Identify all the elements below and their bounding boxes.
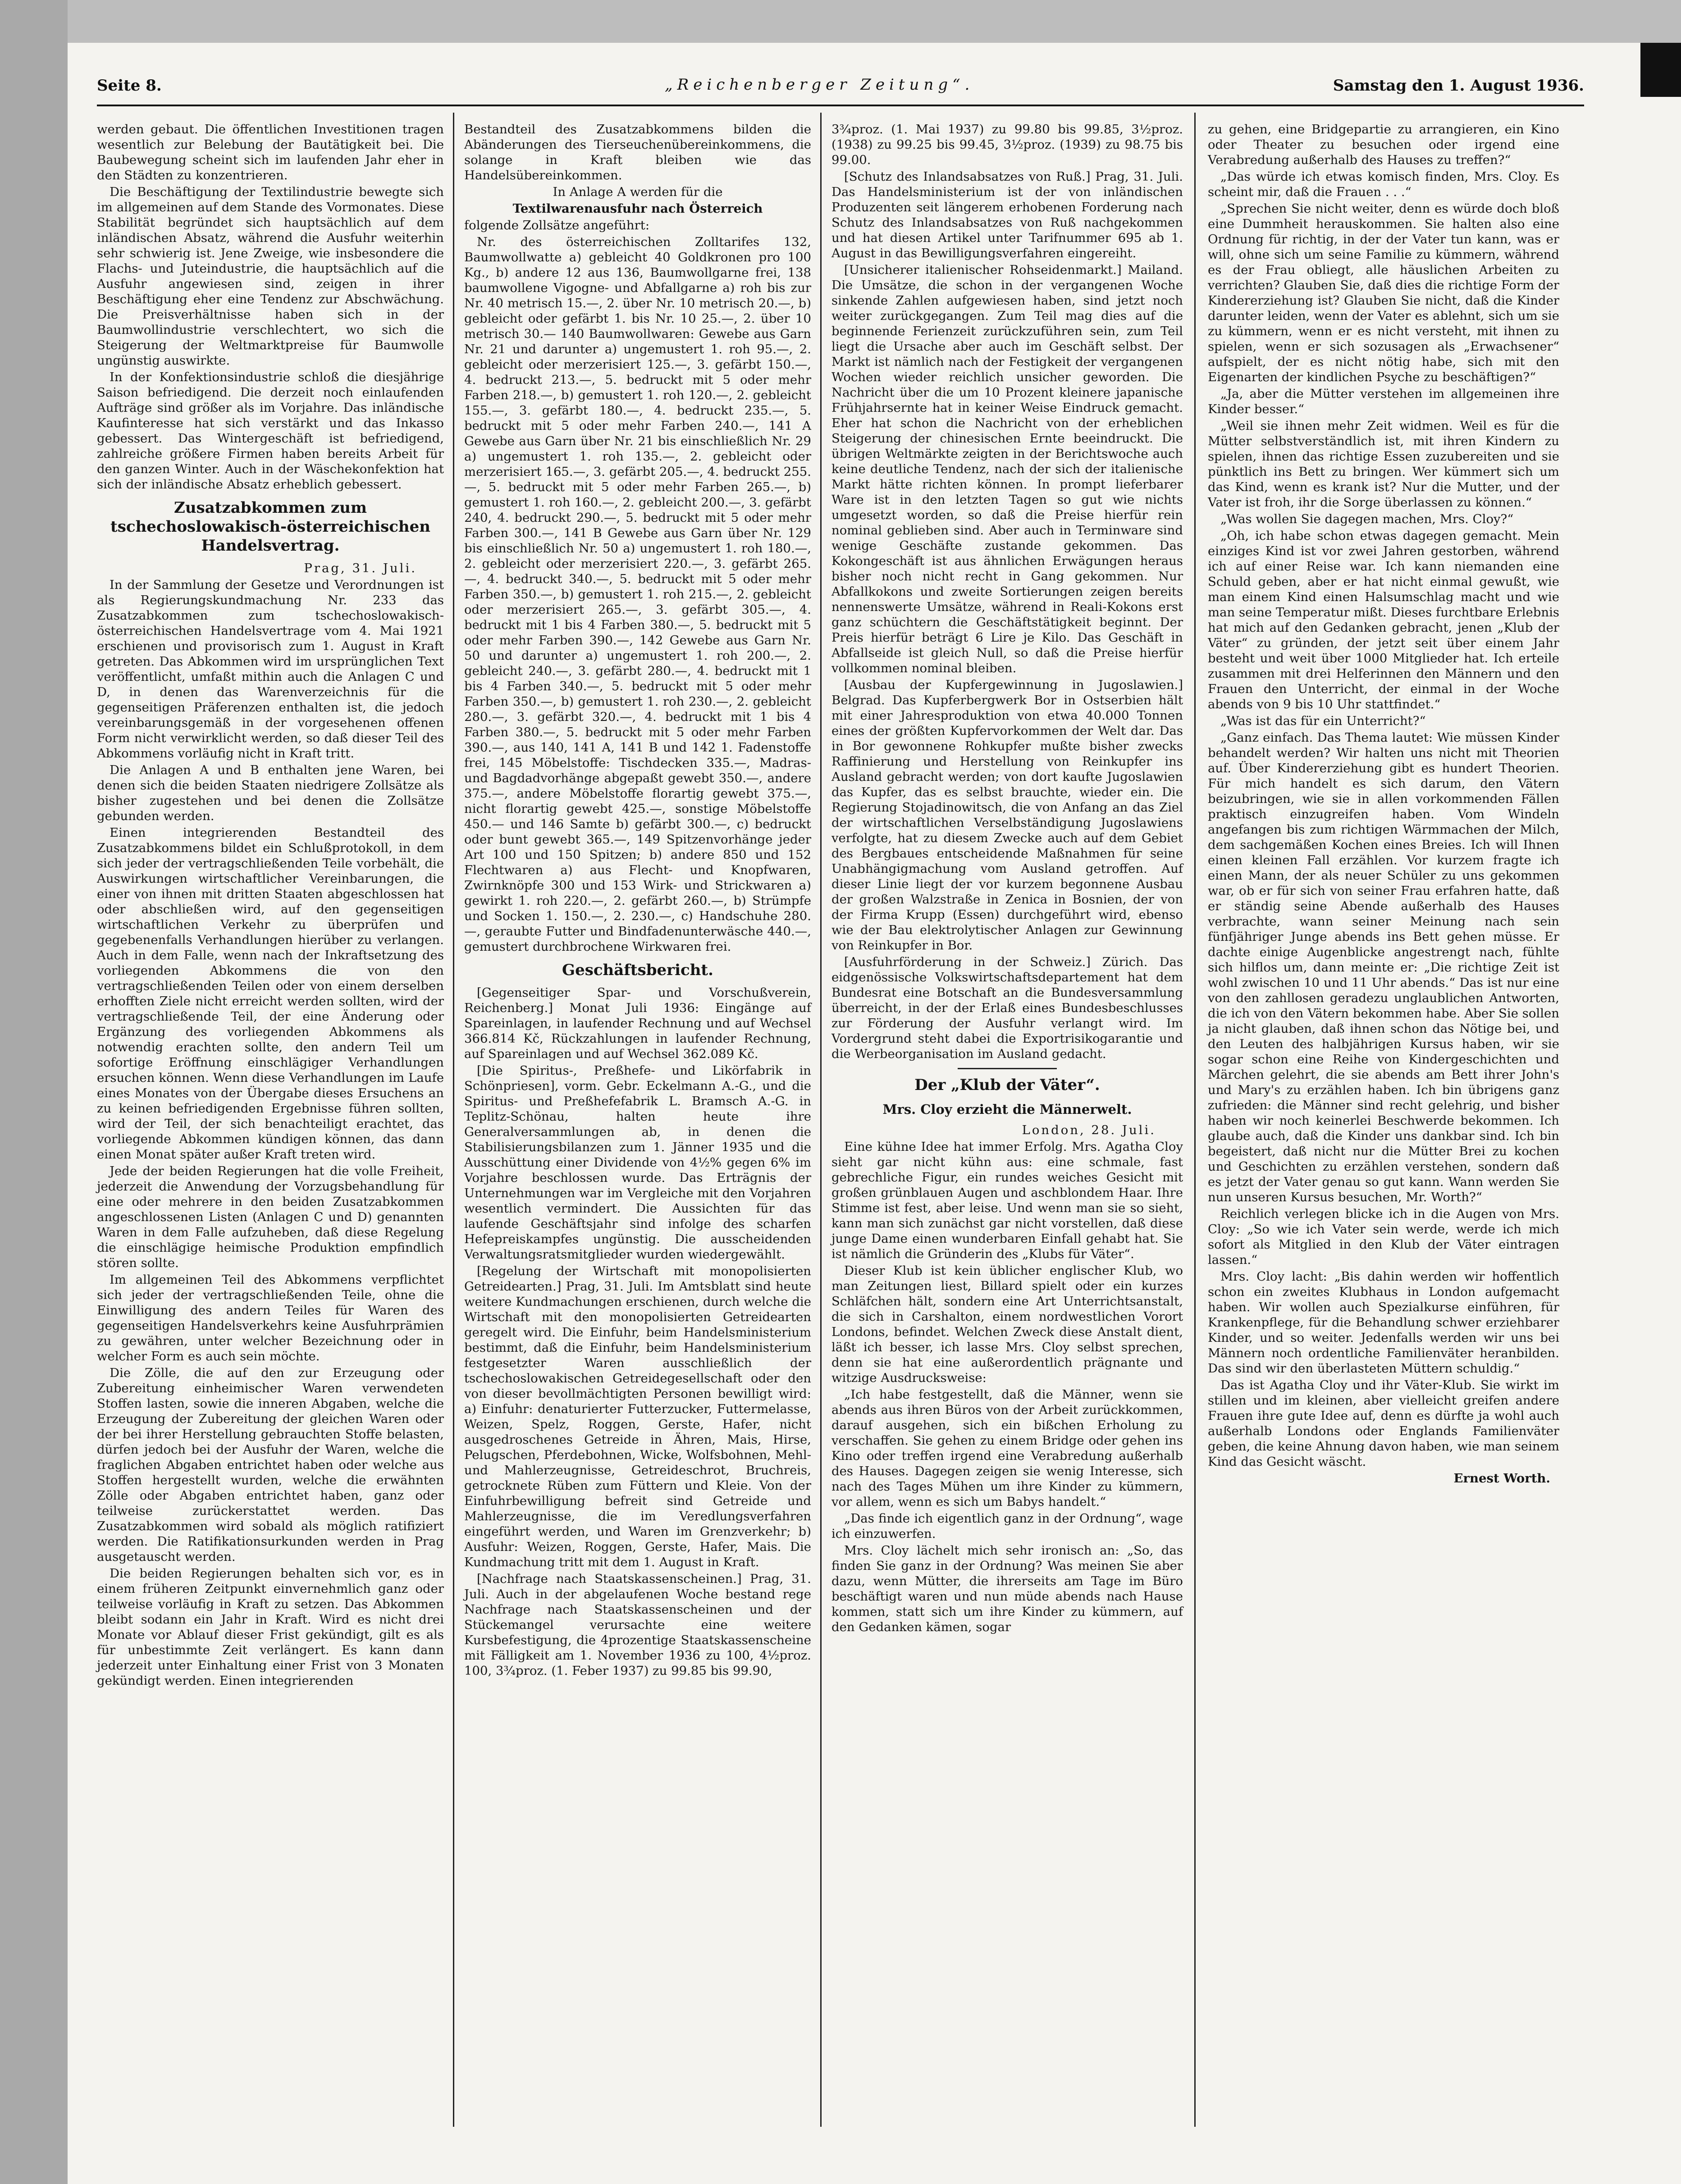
article-subheading: Mrs. Cloy erzieht die Männerwelt.: [882, 1102, 1132, 1117]
column-divider: [453, 113, 454, 2127]
section-divider: [958, 1068, 1057, 1069]
paragraph: „Was ist das für ein Unterricht?“: [1220, 714, 1426, 728]
paragraph: „Ich habe festgestellt, daß die Männer, wenn sie abends aus ihren Büros von der Arbeit zurückkommen, darauf ausgehen, sich ein bißchen Erholung zu verschaffen. Sie gehen zu einem Bridge oder gehen ins Kino oder treffen irgend eine Verabredung außerhalb des Hauses. Dagegen zeigen sie wenig Interesse, sich nach des Tages Mühen um ihre Kinder zu kümmern, vor allem, wenn es sich um Babys handelt.“: [831, 1387, 1183, 1509]
paragraph: [Ausbau der Kupfergewinnung in Jugoslawien.] Belgrad. Das Kupferbergwerk Bor in Ostserbien hält mit einer Jahresproduktion von etwa 40.000 Tonnen eines der größten Kupfervorkommen der Welt dar. Das in Bor gewonnene Rohkupfer mußte bisher zwecks Raffinierung und Herstellung von Reinkupfer ins Ausland gebracht werden; von dort kaufte Jugoslawien das Kupfer, das es selbst brauchte, wieder ein. Die Regierung Stojadinowitsch, die von Anfang an das Ziel der wirtschaftlichen Verselbständigung Jugoslawiens verfolgte, hat zu diesem Zwecke auch auf dem Gebiet des Bergbaues entscheidende Maßnahmen für seine Unabhängigmachung vom Ausland getroffen. Auf dieser Linie liegt der vor kurzem begonnene Ausbau der großen Walzstraße in Zenica in Bosnien, der von der Firma Krupp (Essen) durchgeführt wird, ebenso wie der Bau elektrolytischer Anlagen zur Gewinnung von Reinkupfer in Bor.: [831, 678, 1183, 953]
paragraph: Bestandteil des Zusatzabkommens bilden die Abänderungen des Tierseuchenübereinkommens, die solange in Kraft bleiben wie das Handelsübereinkommen.: [464, 122, 811, 182]
column-1: [97, 122, 444, 1690]
paragraph: Mrs. Cloy lächelt mich sehr ironisch an: „So, das finden Sie ganz in der Ordnung? Was meinen Sie aber dazu, wenn Mütter, die ihrerseits am Tage im Büro beschäftigt waren und nun müde abends nach Hause kommen, statt sich um ihre Kinder zu kümmern, auf den Gedanken kämen, sogar: [831, 1543, 1183, 1634]
dateline: Prag, 31. Juli.: [304, 561, 417, 575]
paragraph: „Was wollen Sie dagegen machen, Mrs. Cloy?“: [1220, 512, 1514, 526]
paragraph: Dieser Klub ist kein üblicher englischer Klub, wo man Zeitungen liest, Billard spielt oder ein kurzes Schläfchen hält, sondern eine Art Unterrichtsanstalt, die sich in Carshalton, einem nordwestlichen Vorort Londons, befindet. Welchen Zweck diese Anstalt dient, läßt ich besser, ich lasse Mrs. Cloy selbst sprechen, denn sie hat eine außerordentlich prägnante und witzige Ausdrucksweise:: [831, 1263, 1183, 1385]
paragraph: In Anlage A werden für die: [553, 185, 723, 199]
paragraph: „Weil sie ihnen mehr Zeit widmen. Weil es für die Mütter selbstverständlich ist, mit ihren Kindern zu spielen, ihnen das richtige Essen zuzubereiten und sie pünktlich ins Bett zu bringen. Wer kümmert sich um das Kind, wenn es krank ist? Nur die Mutter, und der Vater ist froh, ihr die Sorge überlassen zu können.“: [1208, 419, 1559, 510]
paragraph: Die Anlagen A und B enthalten jene Waren, bei denen sich die beiden Staaten niedrigere Zollsätze als bisher zugestehen und bei denen die Zollsätze gebunden werden.: [97, 763, 444, 823]
subheading: Textilwarenausfuhr nach Österreich: [512, 201, 763, 216]
paragraph: [Schutz des Inlandsabsatzes von Ruß.] Prag, 31. Juli. Das Handelsministerium ist der von inländischen Produzenten seit längerem erhobenen Forderung nach Schutz des Inlandsabsatzes von Ruß nachgekommen und hat diesen Artikel unter Tarifnummer 695 ab 1. August in das Bewilligungsverfahren eingereiht.: [831, 169, 1183, 260]
paragraph: folgende Zollsätze angeführt:: [464, 218, 650, 233]
paragraph: [Unsicherer italienischer Rohseidenmarkt.] Mailand. Die Umsätze, die schon in der vergangenen Woche sinkende Zahlen aufgewiesen haben, sind jetzt noch weiter zurückgegangen. Zum Teil mag dies auf die beginnende Ferienzeit zurückzuführen sein, zum Teil liegt die Ursache aber auch im Geschäft selbst. Der Markt ist nämlich nach der Festigkeit der vergangenen Wochen wieder reichlich unsicher geworden. Die Nachricht über die um 10 Prozent kleinere japanische Frühjahrsernte hat in keiner Weise Eindruck gemacht. Eher hat schon die Nachricht von der erheblichen Steigerung der chinesischen Ernte beeindruckt. Die übrigen Weltmärkte zeigten in der Berichtswoche auch keine deutliche Tendenz, nach der sich der italienische Markt hätte richten können. In prompt lieferbarer Ware ist in den letzten Tagen so gut wie nichts umgesetzt worden, so daß die Preise hierfür rein nominal geblieben sind. Aber auch in Terminware sind wenige Geschäfte zustande gekommen. Das Kokongeschäft ist aus ähnlichen Erwägungen heraus bisher noch nicht recht in Gang gekommen. Nur Abfallkokons und zweite Sortierungen zeigen bereits nennenswerte Umsätze, während in Reali-Kokons erst ganz schüchtern die Geschäftstätigkeit beginnt. Der Preis hierfür beträgt 6 Lire je Kilo. Das Geschäft in Abfallseide ist gleich Null, so daß die Preise hierfür vollkommen nominal bleiben.: [831, 263, 1183, 675]
article-heading-klub-der-vaeter: Der „Klub der Väter“.: [914, 1076, 1100, 1094]
column-divider: [1194, 113, 1196, 2127]
page-header: [97, 72, 1584, 104]
article-heading-zusatzabkommen: Zusatzabkommen zum tschechoslowakisch-österreichischen Handelsvertrag.: [110, 499, 430, 555]
paragraph: Einen integrierenden Bestandteil des Zusatzabkommens bildet ein Schlußprotokoll, in dem sich jeder der vertragschließenden Teile vorbehält, die Auswirkungen wirtschaftlicher Vereinbarungen, die einer von ihnen mit dritten Staaten abgeschlossen hat oder abschließen wird, auf den gegenseitigen wirtschaftlichen Verkehr zu überprüfen und gegebenenfalls Verhandlungen hierüber zu verlangen. Auch in dem Falle, wenn nach der Inkraftsetzung des vorliegenden Abkommens die von den vertragschließenden Teilen oder von einem derselben erhofften Ziele nicht erreicht werden sollten, wird der vertragschließende Teil, der eine Änderung oder Ergänzung des vorliegenden Abkommens als notwendig erachten sollte, den andern Teil um sofortige Eröffnung einschlägiger Verhandlungen ersuchen können. Wenn diese Verhandlungen im Laufe eines Monates von der Übergabe dieses Ersuchens an zu keinen befriedigenden Ergebnisse führen sollten, wird der Teil, der sich benachteiligt erachtet, das vorliegende Abkommen kündigen können, das dann einen Monat später außer Kraft treten wird.: [97, 825, 444, 1162]
paragraph: Mrs. Cloy lacht: „Bis dahin werden wir hoffentlich schon ein zweites Klubhaus in London aufgemacht haben. Wir wollen auch Spezialkurse einführen, für Krankenpflege, für die Behandlung schwer erziehbarer Kinder, und so weiter. Jedenfalls werden wir uns bei Männern noch ordentliche Familienväter heranbilden. Das sind wir den überlasteten Müttern schuldig.“: [1208, 1269, 1559, 1376]
paragraph: „Das finde ich eigentlich ganz in der Ordnung“, wage ich einzuwerfen.: [831, 1511, 1183, 1541]
paragraph: In der Sammlung der Gesetze und Verordnungen ist als Regierungskundmachung Nr. 233 das Zusatzabkommen zum tschechoslowakisch-österreichischen Handelsvertrage vom 4. Mai 1921 erschienen und provisorisch zum 1. August in Kraft getreten. Das Abkommen wird im ursprünglichen Text veröffentlicht, umfaßt mithin auch die Anlagen C und D, in denen das Warenverzeichnis für die gegenseitigen Präferenzen enthalten ist, die jedoch vereinbarungsgemäß in der vorgesehenen offenen Form nicht verwirklicht werden, so daß dieser Teil des Abkommens vorläufig nicht in Kraft tritt.: [97, 578, 444, 761]
scan-border-top: [68, 0, 1681, 43]
paragraph: In der Konfektionsindustrie schloß die diesjährige Saison befriedigend. Die derzeit noch einlaufenden Aufträge sind größer als im Vorjahre. Das inländische Kaufinteresse hat sich verstärkt und das Inkasso gebessert. Das Wintergeschäft ist befriedigend, zahlreiche größere Firmen haben bereits Arbeit für den ganzen Winter. Auch in der Wäschekonfektion hat sich der inländische Absatz erheblich gebessert.: [97, 370, 444, 492]
column-4: [1208, 122, 1559, 1487]
header-rule: [97, 105, 1584, 106]
paragraph: 3¾proz. (1. Mai 1937) zu 99.80 bis 99.85, 3½proz. (1938) zu 99.25 bis 99.45, 3½proz. (1939) zu 98.75 bis 99.00.: [831, 122, 1183, 167]
article-heading-geschaeftsbericht: Geschäftsbericht.: [562, 961, 713, 979]
paragraph: „Das würde ich etwas komisch finden, Mrs. Cloy. Es scheint mir, daß die Frauen . . .“: [1208, 169, 1559, 199]
column-divider: [820, 113, 822, 2127]
author-byline: Ernest Worth.: [1453, 1471, 1550, 1486]
paragraph: Die Beschäftigung der Textilindustrie bewegte sich im allgemeinen auf dem Stande des Vormonates. Diese Stabilität begründet sich hauptsächlich auf dem inländischen Absatz, während die Ausfuhr weiterhin sehr schwierig ist. Jene Zweige, wie insbesondere die Flachs- und Juteindustrie, die hauptsächlich auf die Ausfuhr angewiesen sind, zeigen in ihrer Beschäftigung eher eine Tendenz zur Abschwächung. Die Preisverhältnisse haben sich in der Baumwollindustrie verschlechtert, wo sich die Steigerung der Weltmarktpreise für Baumwolle ungünstig auswirkte.: [97, 185, 444, 368]
paragraph: „Ganz einfach. Das Thema lautet: Wie müssen Kinder behandelt werden? Wir halten uns nicht mit Theorien auf. Über Kindererziehung gibt es hundert Theorien. Für mich handelt es sich darum, den Vätern beizubringen, wie sie in allen vorkommenden Fällen praktisch einzugreifen haben. Vom Windeln angefangen bis zum richtigen Wärmmachen der Milch, dem sachgemäßen Kochen eines Breies. Ich will Ihnen einen kleinen Fall erzählen. Vor kurzem fragte ich einen Mann, der als neuer Schüler zu uns gekommen war, ob er für sich von seiner Frau erfahren hatte, daß er ständig seine Abende außerhalb des Hauses verbrachte, wann seiner Meinung nach sein fünfjähriger Junge abends ins Bett gehen müsse. Er dachte einige Augenblicke angestrengt nach, fühlte sich hilflos um, dann meinte er: „Die richtige Zeit ist wohl zwischen 10 und 11 Uhr abends.“ Das ist nur eine von den zahllosen geradezu unglaublichen Antworten, die ich von den Vätern bekommen habe. Aber Sie sollen ja nicht glauben, daß ihnen schon das Nötige bei, und den Leuten des halbjährigen Kursus haben, wir sie sogar schon eine Reihe von Kindergeschichten und Märchen gelehrt, die sie abends am Bett ihrer John's und Mary's zu erzählen haben. Ich bin übrigens ganz zufrieden: die Männer sind recht gelehrig, und bisher haben wir noch keinerlei Beschwerde bekommen. Ich glaube auch, daß die Kinder uns dankbar sind. Ich bin begeistert, daß nicht nur die Mütter Brei zu kochen und Geschichten zu erzählen verstehen, sondern daß es jetzt der Vater genau so gut kann. Wann werden Sie nun unseren Kursus besuchen, Mr. Worth?“: [1208, 730, 1559, 1204]
paragraph: [Gegenseitiger Spar- und Vorschußverein, Reichenberg.] Monat Juli 1936: Eingänge auf Spareinlagen, in laufender Rechnung und auf Wechsel 366.814 Kč, Rückzahlungen in laufender Rechnung, auf Spareinlagen und auf Wechsel 362.089 Kč.: [464, 985, 811, 1061]
paragraph: [Regelung der Wirtschaft mit monopolisierten Getreidearten.] Prag, 31. Juli. Im Amtsblatt sind heute weitere Kundmachungen erschienen, durch welche die Wirtschaft mit den monopolisierten Getreidearten geregelt wird. Die Einfuhr, beim Handelsministerium bestimmt, daß die Einfuhr, beim Handelsministerium festgesetzter Waren ausschließlich der tschechoslowakischen Getreidegesellschaft oder den von dieser bevollmächtigten Personen bewilligt wird: a) Einfuhr: denaturierter Futterzucker, Futtermelasse, Weizen, Spelz, Roggen, Gerste, Hafer, nicht ausgedroschenes Getreide in Ähren, Mais, Hirse, Pelugschen, Pferdebohnen, Wicke, Wolfsbohnen, Mehl- und Mahlerzeugnisse, Getreideschrot, Bruchreis, getrocknete Rüben zum Füttern und Kleie. Von der Einfuhrbewilligung befreit sind Getreide und Mahlerzeugnisse, die im Veredlungsverfahren eingeführt werden, und Waren im Grenzverkehr; b) Ausfuhr: Weizen, Roggen, Gerste, Hafer, Mais. Die Kundmachung tritt mit dem 1. August in Kraft.: [464, 1264, 811, 1569]
issue-date: Samstag den 1. August 1936.: [1333, 77, 1584, 95]
page-number: Seite 8.: [97, 77, 162, 95]
paragraph: Das ist Agatha Cloy und ihr Väter-Klub. Sie wirkt im stillen und im kleinen, aber vielleicht greifen andere Frauen ihre gute Idee auf, denn es dürfte ja wohl auch außerhalb Londons oder Englands Familienväter geben, die keine Ahnung davon haben, wie man seinem Kind das Gesicht wäscht.: [1208, 1378, 1559, 1469]
paragraph: [Nachfrage nach Staatskassenscheinen.] Prag, 31. Juli. Auch in der abgelaufenen Woche bestand rege Nachfrage nach Staatskassenscheinen und der Stückemangel verursachte eine weitere Kursbefestigung, die 4prozentige Staatskassenscheine mit Fälligkeit am 1. November 1936 zu 100, 4½proz. 100, 3¾proz. (1. Feber 1937) zu 99.85 bis 99.90,: [464, 1572, 811, 1678]
paragraph: „Ja, aber die Mütter verstehen im allgemeinen ihre Kinder besser.“: [1208, 387, 1559, 416]
scan-border-left: [0, 0, 68, 2184]
paragraph: [Ausfuhrförderung in der Schweiz.] Zürich. Das eidgenössische Volkswirtschaftsdepartement hat dem Bundesrat eine Botschaft an die Bundesversammlung überreicht, in der der Erlaß eines Bundesbeschlusses zur Förderung der Ausfuhr verlangt wird. Im Vordergrund steht dabei die Exportrisikogarantie und die Werbeorganisation im Ausland gedacht.: [831, 955, 1183, 1061]
paragraph: Die Zölle, die auf den zur Erzeugung oder Zubereitung einheimischer Waren verwendeten Stoffen lasten, sowie die inneren Abgaben, welche die Erzeugung der Zubereitung der gleichen Waren oder der bei ihrer Herstellung gebrauchten Stoffe belasten, dürfen jedoch bei der Ausfuhr der Waren, welche die fraglichen Abgaben entrichtet haben oder welche aus Stoffen hergestellt wurden, welche die erwähnten Zölle oder Abgaben entrichtet haben, ganz oder teilweise zurückerstattet werden. Das Zusatzabkommen wird sobald als möglich ratifiziert werden. Die Ratifikationsurkunden werden in Prag ausgetauscht werden.: [97, 1366, 444, 1564]
paragraph: [Die Spiritus-, Preßhefe- und Likörfabrik in Schönpriesen], vorm. Gebr. Eckelmann A.-G., und die Spiritus- und Preßhefefabrik L. Bramsch A.-G. in Teplitz-Schönau, halten heute ihre Generalversammlungen ab, in denen die Stabilisierungsbilanzen zum 1. Jänner 1935 und die Ausschüttung einer Dividende von 4½% gegen 6% im Vorjahre beschlossen wurde. Das Erträgnis der Unternehmungen war im Vergleiche mit den Vorjahren wesentlich vermindert. Die Aussichten für das laufende Geschäftsjahr sind infolge des scharfen Hefepreiskampfes ungünstig. Die ausscheidenden Verwaltungsratsmitglieder wurden wiedergewählt.: [464, 1063, 811, 1262]
paragraph: „Oh, ich habe schon etwas dagegen gemacht. Mein einziges Kind ist vor zwei Jahren gestorben, während ich auf einer Reise war. Ich kann niemanden eine Schuld geben, aber er hat nicht einmal gewußt, wie man einem Kind einen Halsumschlag macht und wie man seine Temperatur mißt. Dieses furchtbare Erlebnis hat mich auf den Gedanken gebracht, jenen „Klub der Väter“ zu gründen, der jetzt seit über einem Jahr besteht und weit über 1000 Mitglieder hat. Ich erteile zusammen mit drei Helferinnen den Männern und den Frauen den Unterricht, der einmal in der Woche abends von 9 bis 10 Uhr stattfindet.“: [1208, 529, 1559, 711]
paragraph: Im allgemeinen Teil des Abkommens verpflichtet sich jeder der vertragschließenden Teile, ohne die Einwilligung des andern Teiles für Waren des gegenseitigen Handelsverkehrs keine Ausfuhrprämien zu gewähren, unter welcher Bezeichnung oder in welcher Form es auch sein möchte.: [97, 1272, 444, 1363]
newspaper-title: „Reichenberger Zeitung“.: [665, 76, 974, 94]
column-2: [464, 122, 811, 1680]
paragraph: zu gehen, eine Bridgepartie zu arrangieren, ein Kino oder Theater zu besuchen oder irgend eine Verabredung außerhalb des Hauses zu treffen?“: [1208, 122, 1559, 167]
paragraph: Eine kühne Idee hat immer Erfolg. Mrs. Agatha Cloy sieht gar nicht kühn aus: eine schmale, fast gebrechliche Figur, ein rundes weiches Gesicht mit großen grünblauen Augen und aschblondem Haar. Ihre Stimme ist fest, aber leise. Und wenn man sie so sieht, kann man sich zunächst gar nicht vorstellen, daß diese junge Dame einen wunderbaren Einfall gehabt hat. Sie ist nämlich die Gründerin des „Klubs für Väter“.: [831, 1140, 1183, 1261]
column-3: [831, 122, 1183, 1636]
paragraph: Jede der beiden Regierungen hat die volle Freiheit, jederzeit die Anwendung der Vorzugsbehandlung für eine oder mehrere in den beiden Zusatzabkommen angeschlossenen Listen (Anlagen C und D) genannten Waren in dem Falle aufzuheben, daß diese Regelung die einschlägige heimische Produktion empfindlich stören sollte.: [97, 1164, 444, 1270]
paragraph: Die beiden Regierungen behalten sich vor, es in einem früheren Zeitpunkt einvernehmlich ganz oder teilweise vorläufig in Kraft zu setzen. Das Abkommen bleibt sodann ein Jahr in Kraft. Wird es nicht drei Monate vor Ablauf dieser Frist gekündigt, gilt es als für unbestimmte Zeit verlängert. Es kann dann jederzeit unter Einhaltung einer Frist von 3 Monaten gekündigt werden. Einen integrierenden: [97, 1566, 444, 1688]
dateline: London, 28. Juli.: [1022, 1123, 1156, 1137]
paragraph: werden gebaut. Die öffentlichen Investitionen tragen wesentlich zur Belebung der Bautätigkeit bei. Die Baubewegung scheint sich im laufenden Jahr eher in den Städten zu konzentrieren.: [97, 122, 444, 182]
tariff-list: Nr. des österreichischen Zolltarifes 132, Baumwollwatte a) gebleicht 40 Goldkronen pro 100 Kg., b) andere 12 aus 136, Baumwollgarne frei, 138 baumwollene Vigogne- und Abfallgarne a) roh bis zur Nr. 40 metrisch 15.—, 2. über Nr. 10 metrisch 20.—, b) gebleicht oder gefärbt 1. bis Nr. 10 25.—, 2. über 10 metrisch 30.— 140 Baumwollwaren: Gewebe aus Garn Nr. 21 und darunter a) ungemustert 1. roh 95.—, 2. gebleicht oder merzerisiert 125.—, 3. gefärbt 150.—, 4. bedruckt 213.—, 5. bedruckt mit 5 oder mehr Farben 218.—, b) gemustert 1. roh 120.—, 2. gebleicht 155.—, 3. gefärbt 180.—, 4. bedruckt 235.—, 5. bedruckt mit 5 oder mehr Farben 240.—, 141 A Gewebe aus Garn über Nr. 21 bis einschließlich Nr. 29 a) ungemustert 1. roh 135.—, 2. gebleicht oder merzerisiert 165.—, 3. gefärbt 205.—, 4. bedruckt 255.—, 5. bedruckt mit 5 oder mehr Farben 265.—, b) gemustert 1. roh 160.—, 2. gebleicht 200.—, 3. gefärbt 240, 4. bedruckt 290.—, 5. bedruckt mit 5 oder mehr Farben 300.—, 141 B Gewebe aus Garn über Nr. 129 bis einschließlich Nr. 50 a) ungemustert 1. roh 180.—, 2. gebleicht oder merzerisiert 220.—, 3. gefärbt 265.—, 4. bedruckt 340.—, 5. bedruckt mit 5 oder mehr Farben 350.—, b) gemustert 1. roh 215.—, 2. gebleicht oder merzerisiert 265.—, 3. gefärbt 305.—, 4. bedruckt mit 1 bis 4 Farben 380.—, 5. bedruckt mit 5 oder mehr Farben 390.—, 142 Gewebe aus Garn Nr. 50 und darunter a) ungemustert 1. roh 200.—, 2. gebleicht 240.—, 3. gefärbt 280.—, 4. bedruckt mit 1 bis 4 Farben 340.—, 5. bedruckt mit 5 oder mehr Farben 350.—, b) gemustert 1. roh 230.—, 2. gebleicht 280.—, 3. gefärbt 320.—, 4. bedruckt mit 1 bis 4 Farben 380.—, 5. bedruckt mit 5 oder mehr Farben 390.—, aus 140, 141 A, 141 B und 142 1. Fadenstoffe frei, 145 Möbelstoffe: Tischdecken 335.—, Madras- und Bagdadvorhänge abgepaßt gewebt 350.—, andere 375.—, andere Möbelstoffe florartig gewebt 375.—, nicht florartig gewebt 425.—, sonstige Möbelstoffe 450.— und 146 Samte b) gefärbt 300.—, c) bedruckt oder bunt gewebt 365.—, 149 Spitzenvorhänge jeder Art 100 und 150 Spitzen; b) andere 850 und 152 Flechtwaren a) aus Flecht- und Knopfwaren, Zwirnknöpfe 300 und 153 Wirk- und Strickwaren a) gewirkt 1. roh 220.—, 2. gefärbt 260.—, b) Strümpfe und Socken 1. 150.—, 2. 230.—, c) Handschuhe 280.—, geraubte Futter und Bindfadenunterwäsche 440.—, gemustert durchbrochene Wirkwaren frei.: [464, 235, 811, 954]
paragraph: „Sprechen Sie nicht weiter, denn es würde doch bloß eine Dummheit herauskommen. Sie halten also eine Ordnung für richtig, in der der Vater tun kann, was er will, ohne sich um seine Familie zu kümmern, während es der Frau obliegt, alle häuslichen Arbeiten zu verrichten? Glauben Sie, daß dies die richtige Form der Kindererziehung ist? Glauben Sie nicht, daß die Kinder darunter leiden, wenn der Vater es ablehnt, sich um sie zu kümmern, wenn er es nicht versteht, mit ihnen zu spielen, wenn er sich sozusagen als „Erwachsener“ aufspielt, der es nicht nötig habe, sich mit den Eigenarten der kindlichen Psyche zu beschäftigen?“: [1208, 201, 1559, 384]
scan-corner-mark: [1640, 43, 1681, 97]
paragraph: Reichlich verlegen blicke ich in die Augen von Mrs. Cloy: „So wie ich Vater sein werde, werde ich mich sofort als Mitglied in den Klub der Väter eintragen lassen.“: [1208, 1207, 1559, 1267]
